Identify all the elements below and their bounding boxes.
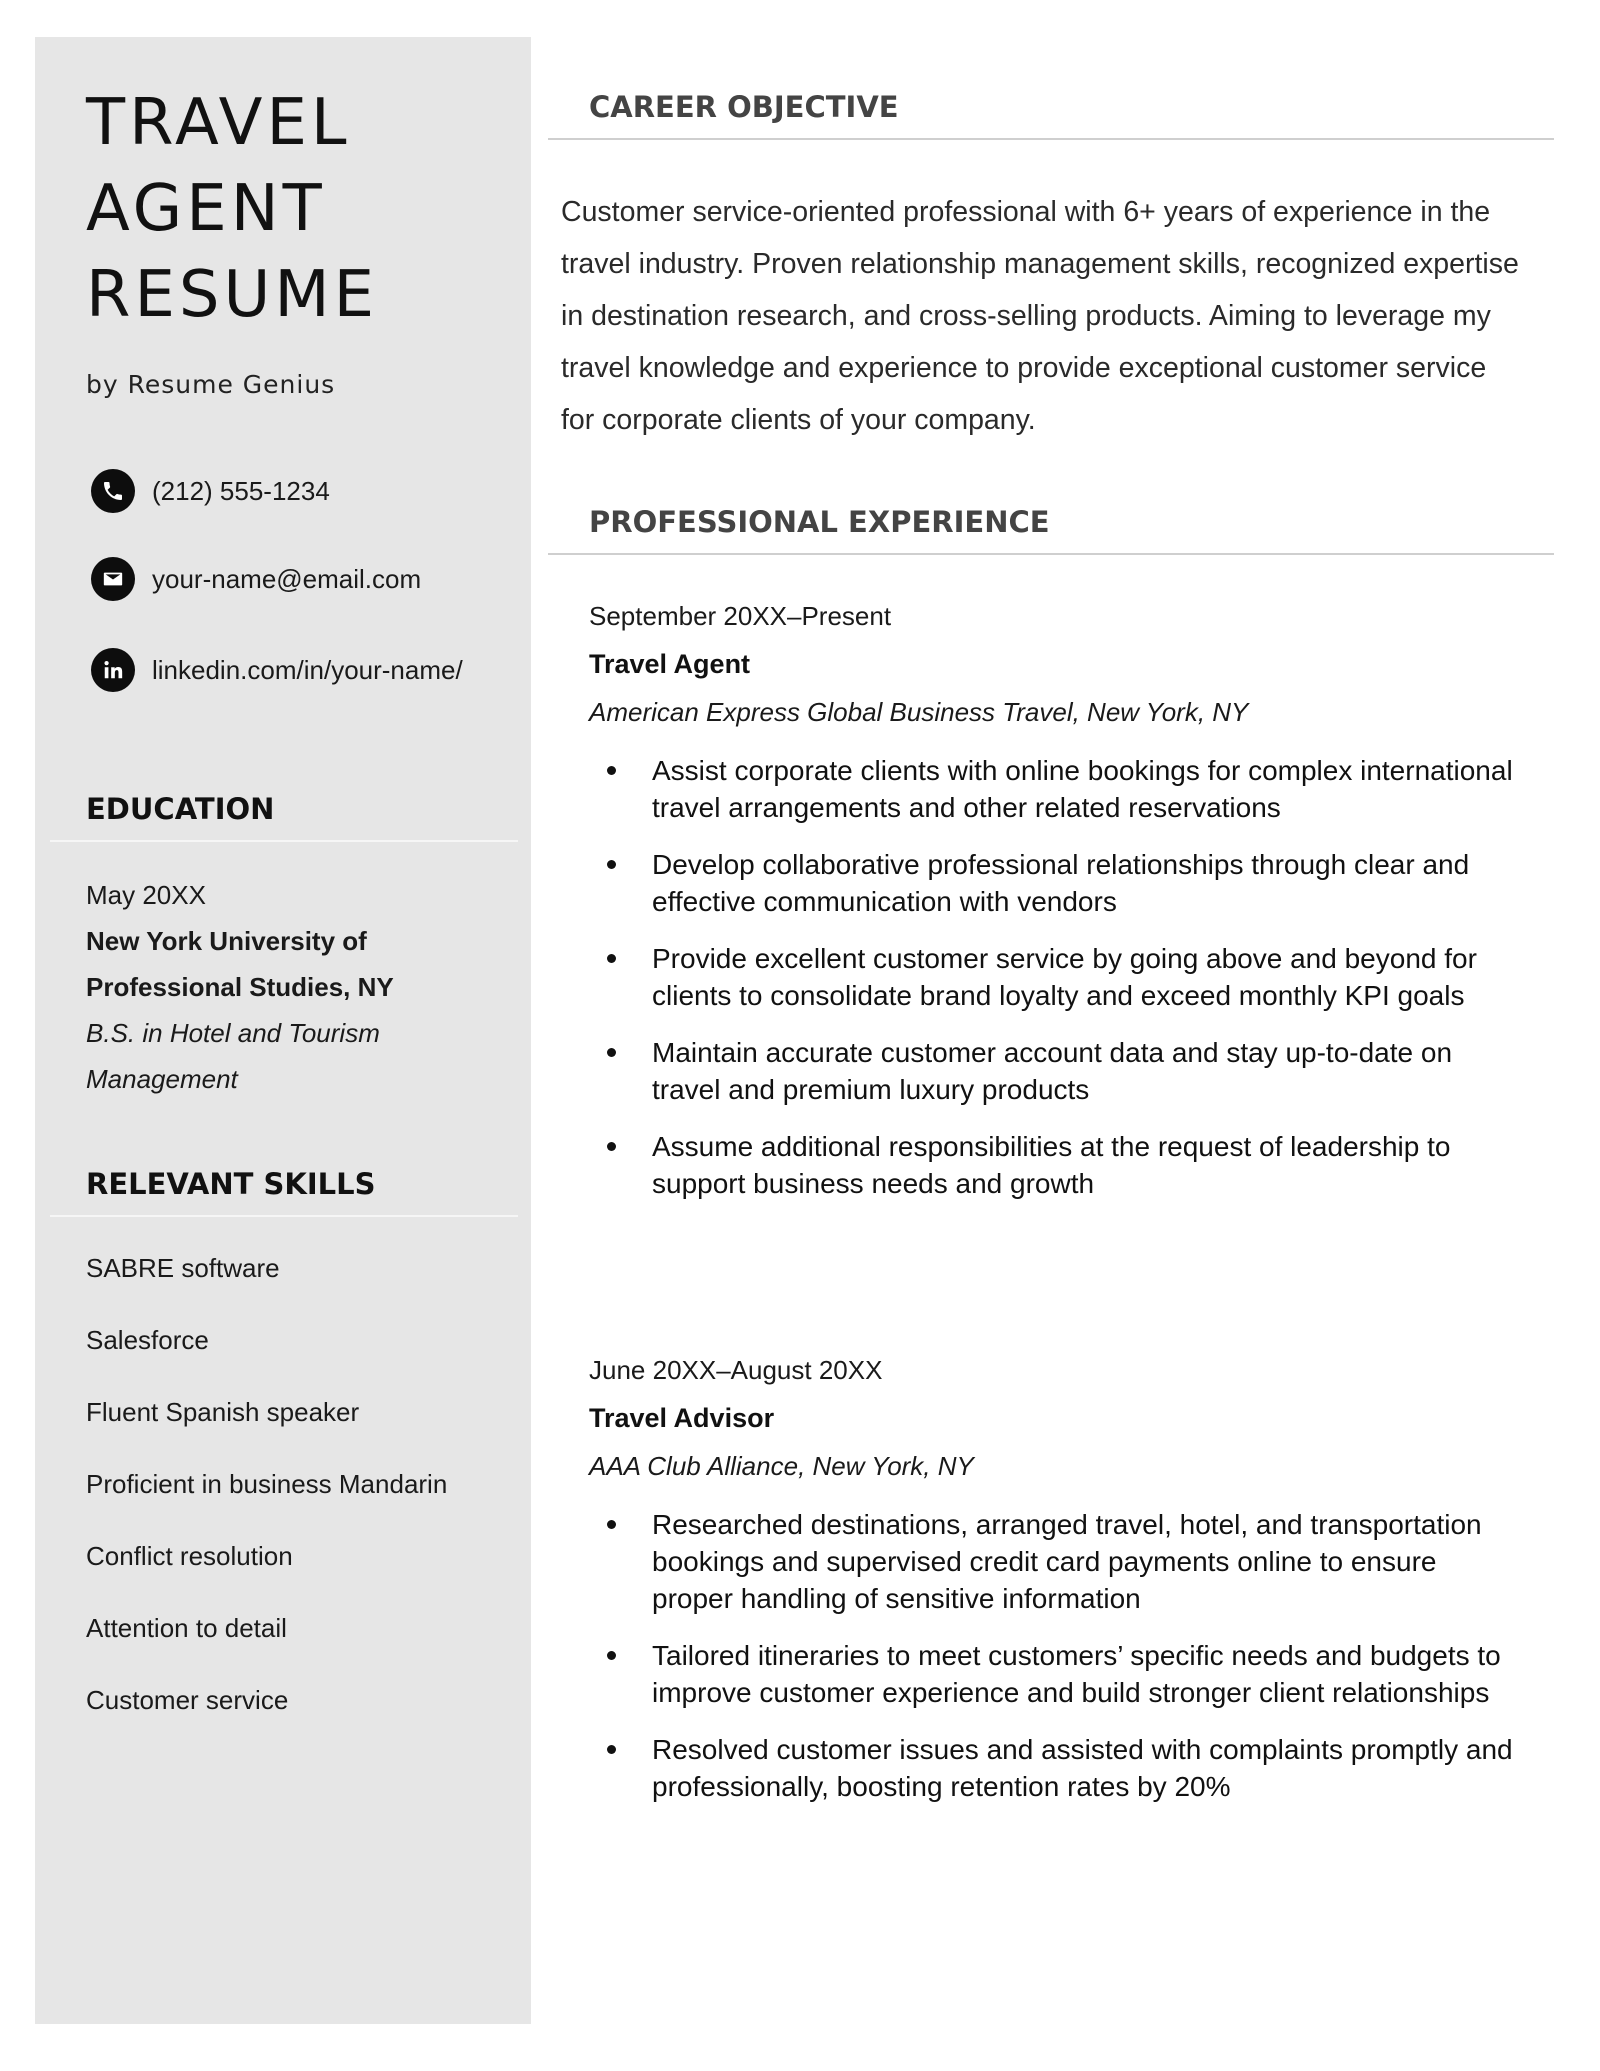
bullet-text: Develop collaborative professional relationships through clear and effective communication with vendors <box>652 849 1470 917</box>
bullet-text: Assist corporate clients with online bookings for complex international travel arrangements and other related reservations <box>652 755 1513 823</box>
job-bullets <box>589 752 1519 1202</box>
objective-heading: CAREER OBJECTIVE <box>589 90 899 124</box>
title-line: RESUME <box>86 258 379 332</box>
bullet-icon <box>607 860 616 869</box>
experience-heading: PROFESSIONAL EXPERIENCE <box>589 505 1050 539</box>
bullet-icon <box>607 1142 616 1151</box>
job-entry <box>589 1352 1519 1825</box>
skill-item: Proficient in business Mandarin <box>86 1469 448 1499</box>
bullet-text: Tailored itineraries to meet customers’ specific needs and budgets to improve customer experience and build stronger client relationships <box>652 1640 1501 1708</box>
divider <box>548 553 1554 555</box>
job-dates: September 20XX–Present <box>589 601 892 631</box>
email-address[interactable]: your-name@email.com <box>152 563 422 594</box>
bullet-text: Researched destinations, arranged travel, hotel, and transportation bookings and supervised credit card payments online to ensure proper handling of sensitive information <box>652 1509 1482 1614</box>
skill-item: Fluent Spanish speaker <box>86 1397 360 1427</box>
school-name: New York University of <box>86 926 367 956</box>
bullet-item <box>589 1637 1522 1711</box>
bullet-text: Assume additional responsibilities at the request of leadership to support business needs and growth <box>652 1131 1451 1199</box>
bullet-item <box>589 1731 1522 1805</box>
education-entry <box>86 872 506 1102</box>
contact-linkedin <box>91 648 463 692</box>
skill-item: Conflict resolution <box>86 1541 293 1571</box>
byline: by Resume Genius <box>86 370 336 399</box>
bullet-item <box>589 846 1522 920</box>
title-line: AGENT <box>86 172 326 246</box>
job-title: Travel Advisor <box>589 1403 775 1433</box>
bullet-icon <box>607 1745 616 1754</box>
bullet-icon <box>607 1520 616 1529</box>
education-date: May 20XX <box>86 880 206 910</box>
skills-list <box>86 1250 447 1754</box>
bullet-text: Maintain accurate customer account data and stay up-to-date on travel and premium luxury products <box>652 1037 1453 1105</box>
phone-number: (212) 555-1234 <box>152 475 330 506</box>
job-company: American Express Global Business Travel, New York, NY <box>589 697 1249 727</box>
job-entry <box>589 598 1519 1222</box>
bullet-item <box>589 1034 1522 1108</box>
bullet-text: Resolved customer issues and assisted with complaints promptly and professionally, boosting retention rates by 20% <box>652 1734 1513 1802</box>
bullet-item <box>589 752 1522 826</box>
bullet-item <box>589 940 1522 1014</box>
job-title: Travel Agent <box>589 649 751 679</box>
linkedin-icon <box>91 648 135 692</box>
email-icon <box>91 557 135 601</box>
skill-item: Salesforce <box>86 1325 209 1355</box>
bullet-icon <box>607 954 616 963</box>
degree: Management <box>86 1064 238 1094</box>
resume-title <box>86 80 378 338</box>
divider <box>50 1215 518 1217</box>
bullet-icon <box>607 1651 616 1660</box>
bullet-item <box>589 1506 1522 1617</box>
bullet-item <box>589 1128 1522 1202</box>
bullet-text: Provide excellent customer service by going above and beyond for clients to consolidate brand loyalty and exceed monthly KPI goals <box>652 943 1477 1011</box>
job-company: AAA Club Alliance, New York, NY <box>589 1451 974 1481</box>
skill-item: SABRE software <box>86 1253 280 1283</box>
bullet-icon <box>607 766 616 775</box>
degree: B.S. in Hotel and Tourism <box>86 1018 380 1048</box>
school-name: Professional Studies, NY <box>86 972 394 1002</box>
objective-text: Customer service-oriented professional with 6+ years of experience in the travel industry. Proven relationship management skills, recognized expertise in destination research, and cross-selling products. Aiming to leverage my travel knowledge and experience to provide exceptional customer service for corporate clients of your company. <box>561 196 1519 436</box>
bullet-icon <box>607 1048 616 1057</box>
phone-icon <box>91 469 135 513</box>
skill-item: Attention to detail <box>86 1613 287 1643</box>
divider <box>50 840 518 842</box>
contact-email <box>91 557 421 601</box>
title-line: TRAVEL <box>86 86 351 160</box>
job-bullets <box>589 1506 1519 1805</box>
skill-item: Customer service <box>86 1685 289 1715</box>
education-heading: EDUCATION <box>86 792 275 826</box>
job-dates: June 20XX–August 20XX <box>589 1355 883 1385</box>
divider <box>548 138 1554 140</box>
linkedin-url[interactable]: linkedin.com/in/your-name/ <box>152 654 463 685</box>
skills-heading: RELEVANT SKILLS <box>86 1167 376 1201</box>
contact-phone <box>91 469 330 513</box>
